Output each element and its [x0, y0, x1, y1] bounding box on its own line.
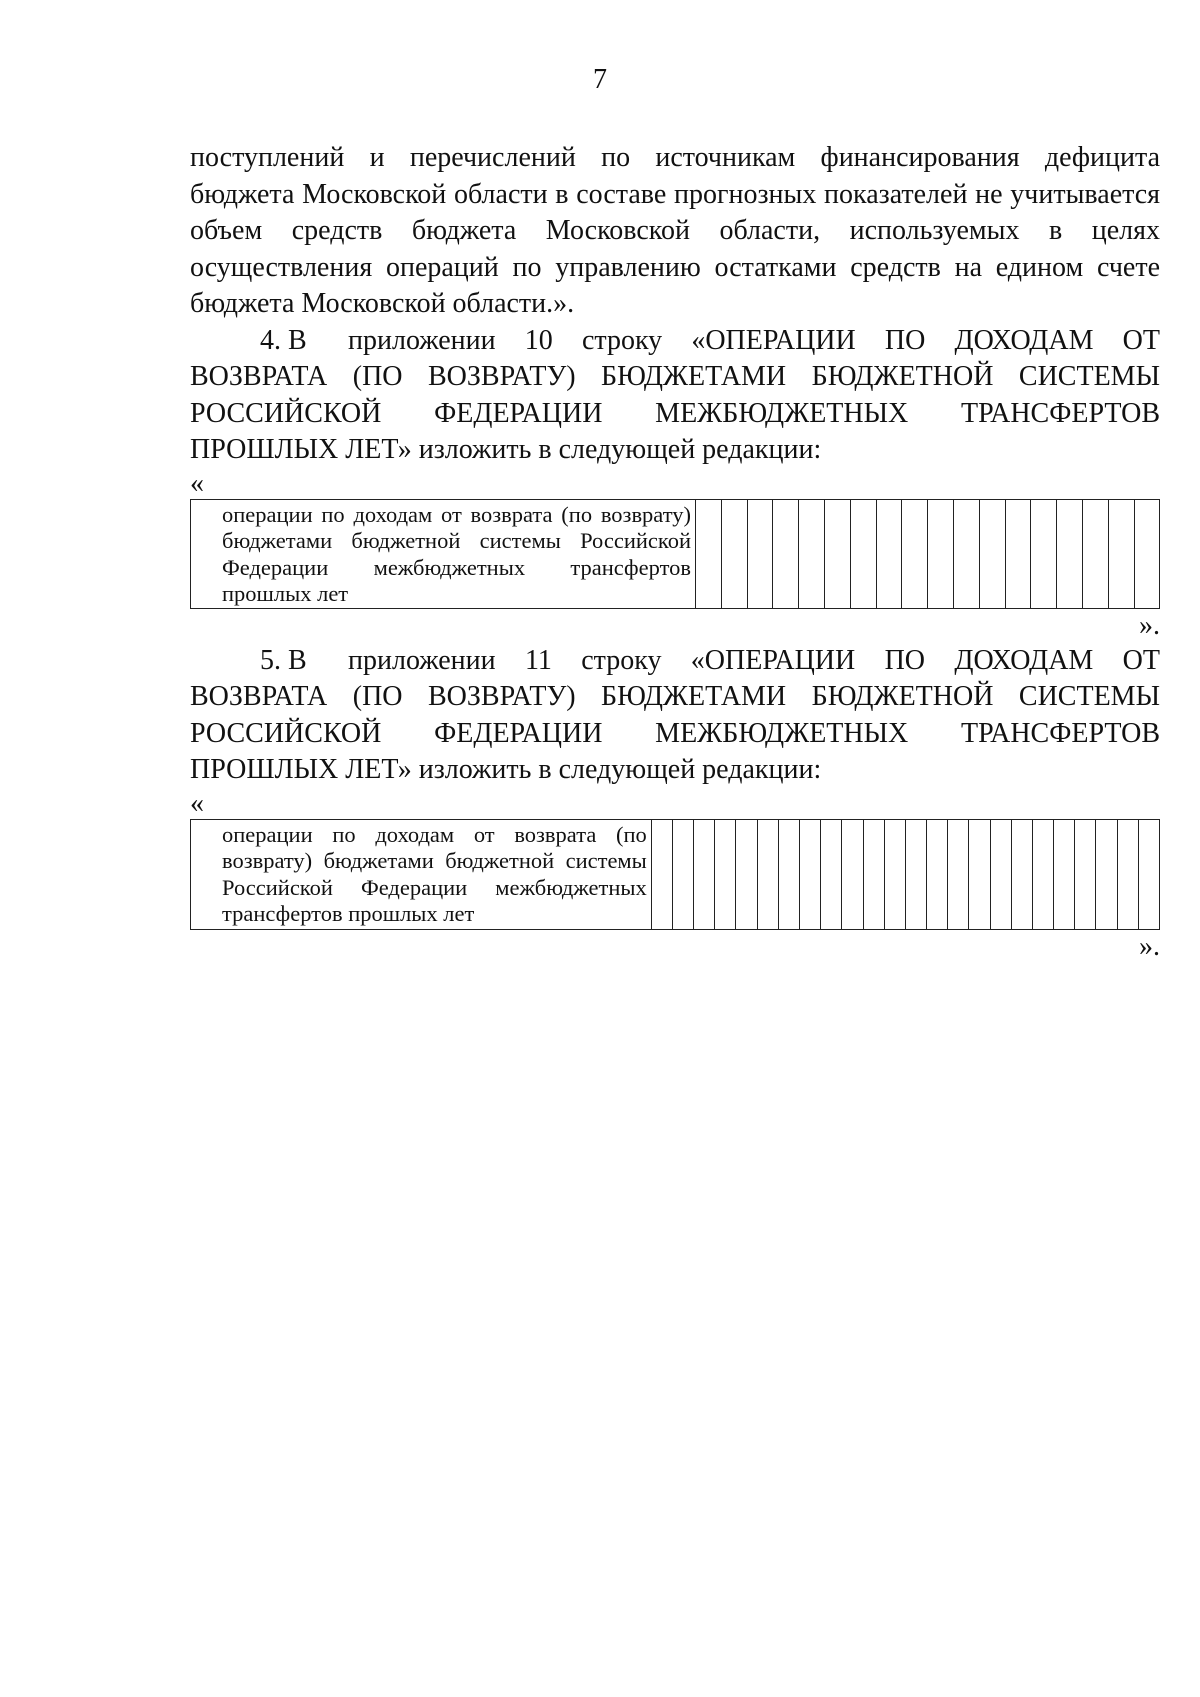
item-5-quote-close: ». — [1139, 930, 1160, 962]
table-empty-cell — [927, 819, 948, 929]
table-empty-cell — [747, 499, 773, 608]
table-empty-cell — [876, 499, 902, 608]
table-empty-cell — [905, 819, 926, 929]
table-empty-cell — [1005, 499, 1031, 608]
table-empty-cell — [969, 819, 990, 929]
item-4-table — [190, 499, 1160, 609]
table-empty-cell — [1075, 819, 1096, 929]
table-empty-cell — [696, 499, 722, 608]
table-empty-cell — [715, 819, 736, 929]
table-empty-cell — [948, 819, 969, 929]
table-empty-cell — [902, 499, 928, 608]
table-empty-cell — [800, 819, 821, 929]
item-5-table — [190, 819, 1160, 930]
table-empty-cell — [773, 499, 799, 608]
table-empty-cell — [1031, 499, 1057, 608]
table-empty-cell — [1057, 499, 1083, 608]
table-row-label: операции по доходам от возврата (по возврату) бюджетами бюджетной системы Российской Федерации межбюджетных трансфертов прошлых лет — [222, 821, 647, 926]
table-empty-cell — [672, 819, 693, 929]
table-empty-cell — [1082, 499, 1108, 608]
table-empty-cell — [651, 819, 672, 929]
item-4-text: приложении 10 строку «ОПЕРАЦИИ ПО ДОХОДАМ ОТ ВОЗВРАТА (ПО ВОЗВРАТУ) БЮДЖЕТАМИ БЮДЖЕТНОЙ СИСТЕМЫ РОССИЙСКОЙ ФЕДЕРАЦИИ МЕЖБЮДЖЕТНЫХ ТРАНСФЕРТОВ ПРОШЛЫХ ЛЕТ» изложить в следующей редакции: — [190, 324, 1160, 465]
table-empty-cell — [928, 499, 954, 608]
table-empty-cell — [1134, 499, 1160, 608]
table-empty-cell — [884, 819, 905, 929]
table-row-label: операции по доходам от возврата (по возврату) бюджетами бюджетной системы Российской Федерации межбюджетных трансфертов прошлых лет — [222, 501, 691, 606]
document-body — [190, 140, 1160, 964]
table-empty-cell — [1011, 819, 1032, 929]
table-empty-cell — [799, 499, 825, 608]
item-4-quote-close: ». — [1139, 609, 1160, 641]
table-empty-cell — [721, 499, 747, 608]
item-5-text: приложении 11 строку «ОПЕРАЦИИ ПО ДОХОДАМ ОТ ВОЗВРАТА (ПО ВОЗВРАТУ) БЮДЖЕТАМИ БЮДЖЕТНОЙ СИСТЕМЫ РОССИЙСКОЙ ФЕДЕРАЦИИ МЕЖБЮДЖЕТНЫХ ТРАНСФЕРТОВ ПРОШЛЫХ ЛЕТ» изложить в следующей редакции: — [190, 644, 1160, 785]
table-empty-cell — [736, 819, 757, 929]
table-empty-cell — [1032, 819, 1053, 929]
table-empty-cell — [850, 499, 876, 608]
item-5-paragraph — [190, 643, 1160, 789]
table-row — [191, 819, 1160, 929]
table-empty-cell — [824, 499, 850, 608]
table-empty-cell — [778, 819, 799, 929]
intro-paragraph: поступлений и перечислений по источникам финансирования дефицита бюджета Московской области в составе прогнозных показателей не учитывается объем средств бюджета Московской области, используемых в целях осуществления операций по управлению остатками средств на едином счете бюджета Московской области.». — [190, 142, 1160, 319]
table-empty-cell — [990, 819, 1011, 929]
table-row — [191, 499, 1160, 608]
table-empty-cell — [842, 819, 863, 929]
item-4-quote-open: « — [190, 467, 204, 499]
table-empty-cell — [757, 819, 778, 929]
table-empty-cell — [821, 819, 842, 929]
item-5-number: 5. В — [260, 644, 307, 676]
table-empty-cell — [694, 819, 715, 929]
table-row-label-cell — [191, 819, 652, 929]
table-empty-cell — [1108, 499, 1134, 608]
page-number: 7 — [593, 64, 607, 95]
item-4-number: 4. В — [260, 324, 307, 356]
table-empty-cell — [1054, 819, 1075, 929]
table-empty-cell — [1117, 819, 1138, 929]
item-5-quote-open: « — [190, 787, 204, 819]
table-empty-cell — [863, 819, 884, 929]
item-4-paragraph — [190, 323, 1160, 469]
table-empty-cell — [953, 499, 979, 608]
table-empty-cell — [1138, 819, 1159, 929]
table-empty-cell — [979, 499, 1005, 608]
table-empty-cell — [1096, 819, 1117, 929]
table-row-label-cell — [191, 499, 696, 608]
